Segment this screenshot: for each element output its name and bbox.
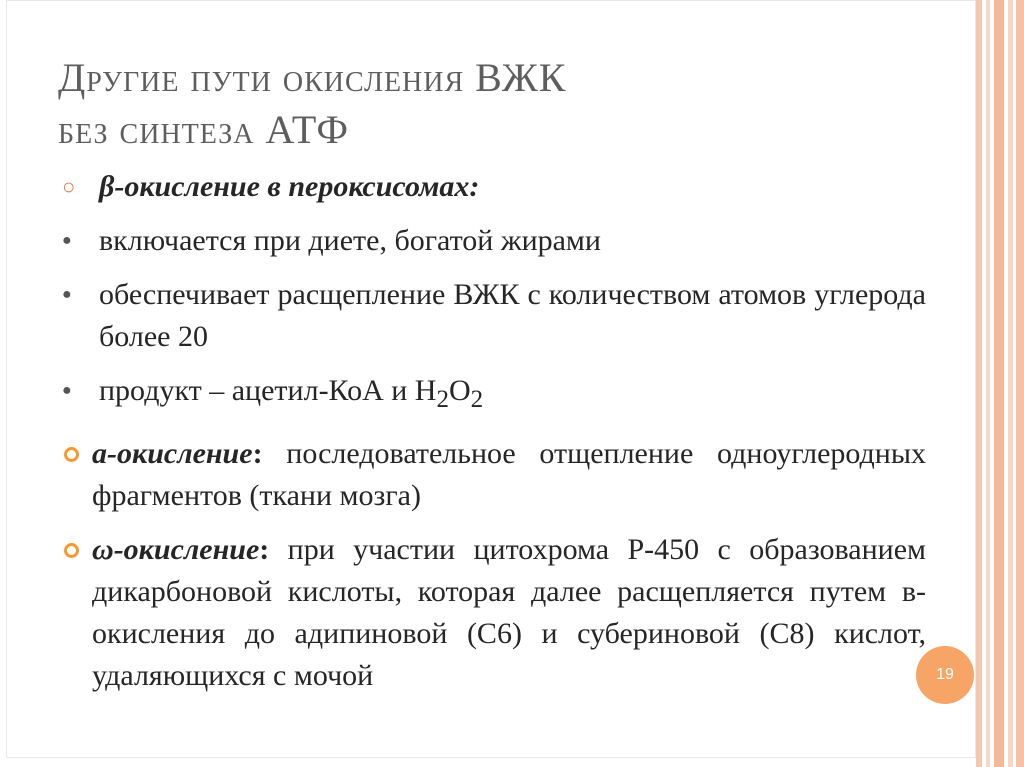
list-item bbox=[62, 370, 926, 421]
alpha-oxidation-text: а-окисление: последовательное отщепление одноуглеродных фрагментов (ткани мозга) bbox=[92, 437, 926, 512]
list-item bbox=[62, 274, 926, 358]
slide-title bbox=[58, 52, 938, 156]
omega-oxidation-item bbox=[62, 529, 926, 697]
decorative-stripes bbox=[976, 0, 1024, 767]
bullet-product: продукт – ацетил-КоА и $Н_2О_2$ bbox=[99, 374, 484, 413]
title-line-2: без синтеза АТФ bbox=[58, 107, 349, 152]
list-item bbox=[62, 220, 926, 262]
dot-bullet-icon: ● bbox=[62, 382, 72, 399]
ring-bullet-icon bbox=[64, 543, 79, 558]
bullet-diet: включается при диете, богатой жирами bbox=[99, 224, 601, 257]
dot-bullet-icon: ● bbox=[62, 286, 72, 303]
omega-oxidation-text: ω-окисление: при участии цитохрома Р-450 с образованием дикарбоновой кислоты, которая далее расщепляется путем в-окисления до адипиновой (С6) и субериновой (С8) кислот, удаляющихся с мочой bbox=[92, 533, 926, 692]
circle-bullet-icon: ○ bbox=[62, 174, 76, 199]
alpha-oxidation-item bbox=[62, 433, 926, 517]
ring-bullet-icon bbox=[64, 447, 79, 462]
title-line-1: Другие пути окисления ВЖК bbox=[58, 55, 567, 100]
peroxisome-heading-item bbox=[62, 166, 926, 208]
dot-bullet-icon: ● bbox=[62, 232, 72, 249]
peroxisome-heading: β-окисление в пероксисомах: bbox=[99, 170, 480, 203]
slide-content bbox=[62, 166, 926, 697]
bullet-cleavage: обеспечивает расщепление ВЖК с количеством атомов углерода более 20 bbox=[99, 278, 926, 353]
page-number-badge: 19 bbox=[916, 646, 974, 704]
